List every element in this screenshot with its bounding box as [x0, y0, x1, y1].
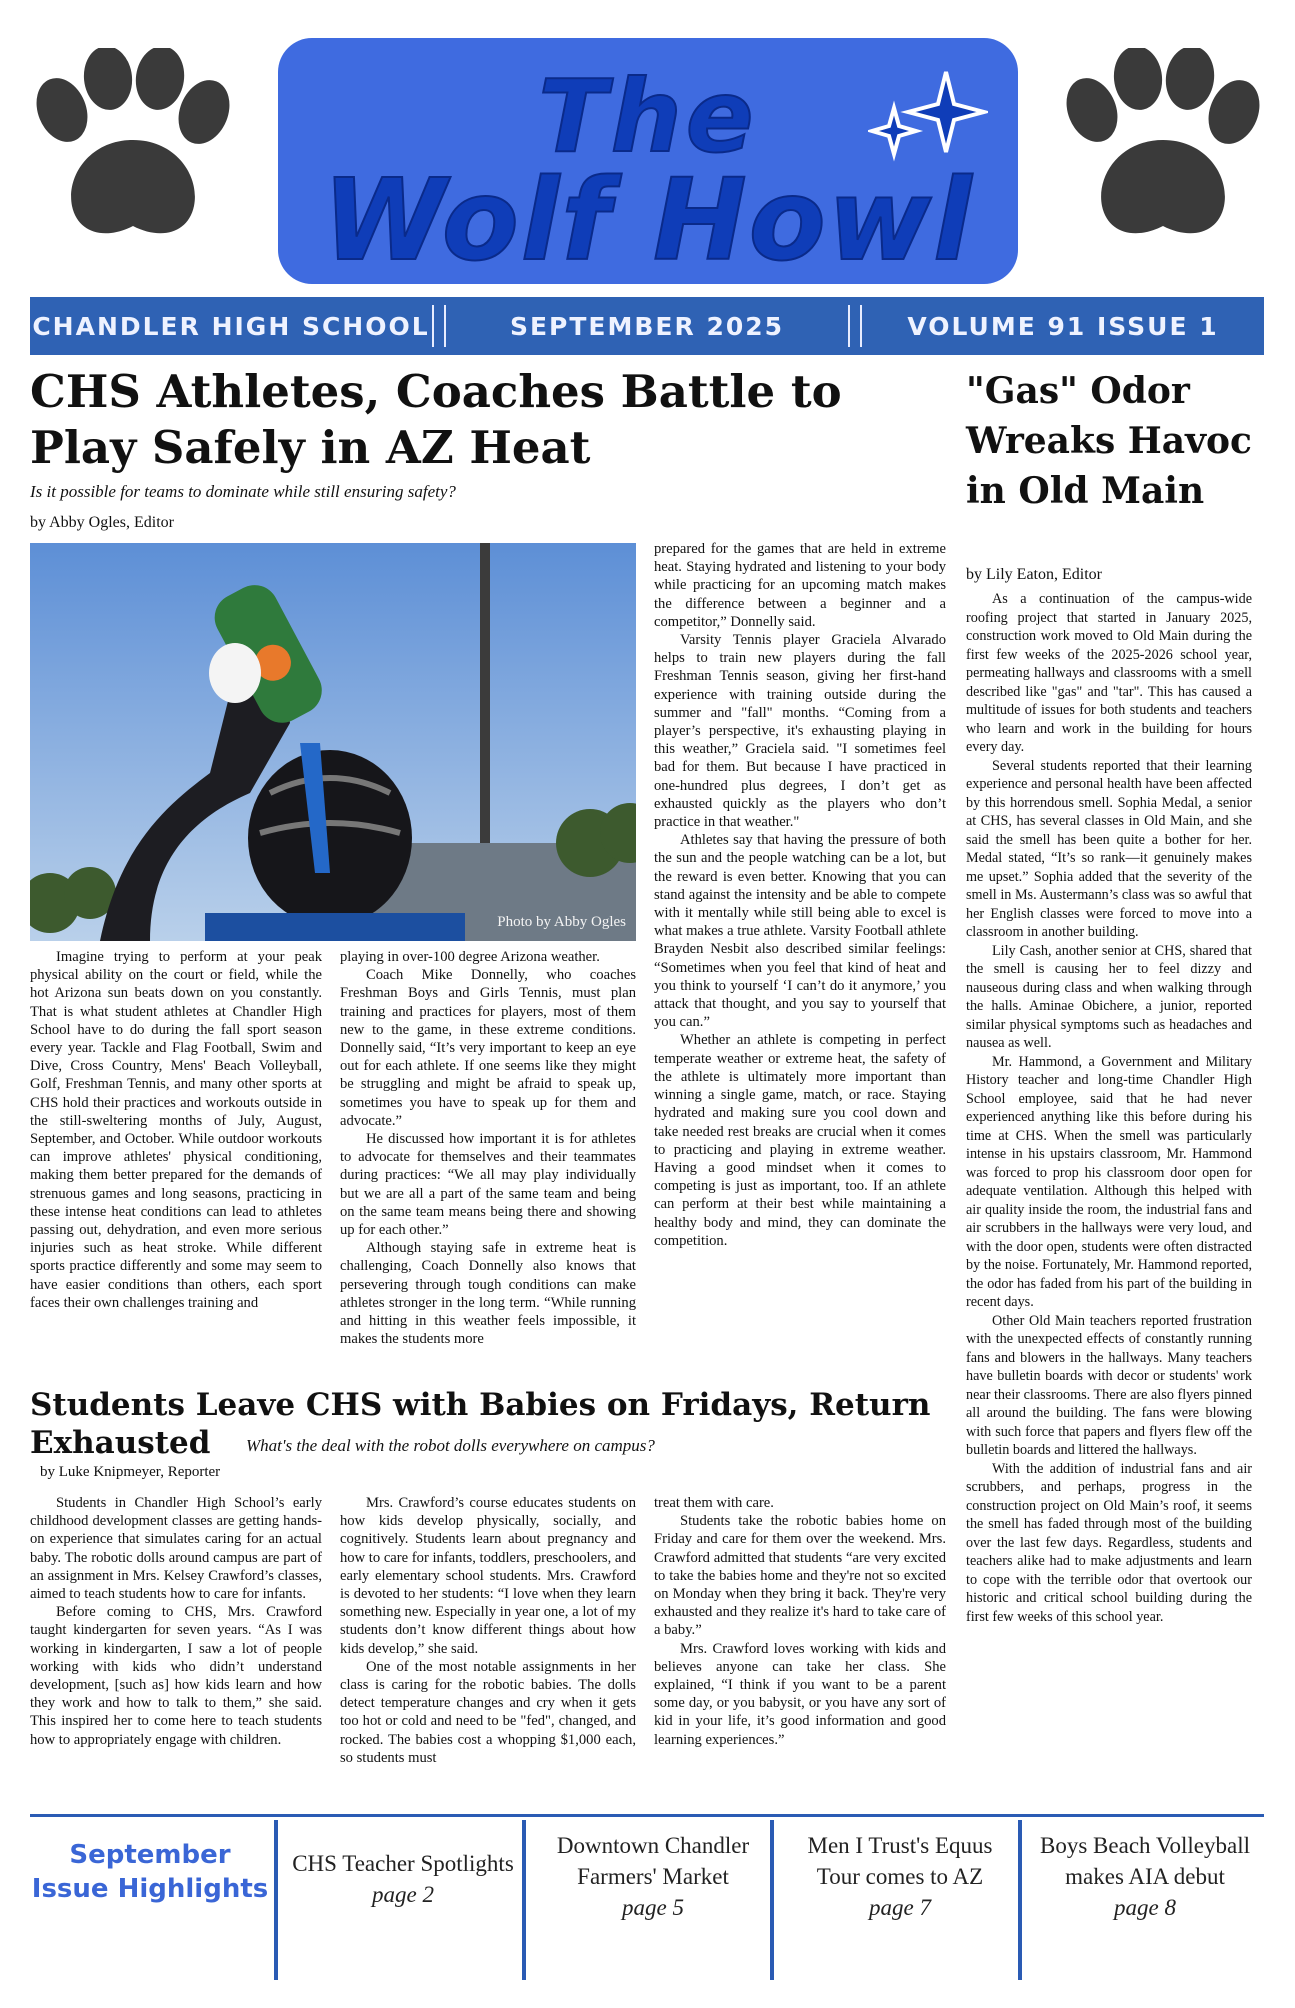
- story2-headline: "Gas" Odor Wreaks Havoc in Old Main: [966, 370, 1252, 512]
- paragraph: Imagine trying to perform at your peak physical ability on the court or field, while the hot Arizona sun beats down on you constantly. That is what student athletes at Chandler High School have to do during the fall sport season every year. Tackle and Flag Football, Swim and Dive, Cross Country, Mens' Beach Volleyball, Golf, Freshman Tennis, and many other sports at CHS hold their practices and workouts outside in the still-sweltering months of July, August, September, and October. While outdoor workouts can improve athletes' physical conditioning, making them better prepared for the demands of strenuous games and long seasons, practicing in these intense heat conditions can lead to athletes passing out, dehydration, and even more serious injuries such as heat stroke. While different sports practice differently and some may seem to have easier conditions than others, each sport faces their own challenges training and: [30, 949, 322, 1311]
- paragraph: treat them with care.: [654, 1495, 774, 1511]
- story1-column-3: [654, 540, 946, 1250]
- highlight-item[interactable]: [1040, 1830, 1250, 1990]
- story1-headline: CHS Athletes, Coaches Battle to Play Safely in AZ Heat: [30, 365, 842, 474]
- paragraph: Before coming to CHS, Mrs. Crawford taught kindergarten for seven years. “As I was working in kindergarten, I saw a lot of people working with kids who didn’t understand development, [such as] how kids learn and how they work and how to talk to them,” she said. This inspired her to come here to teach students how to appropriately engage with children.: [30, 1604, 322, 1748]
- paragraph: Several students reported that their learning experience and personal health have been affected by this horrendous smell. Sophia Medal, a senior at CHS, has several classes in Old Main, and she said the smell has been quite a bother for her. Medal stated, “It’s so rank—it genuinely makes me upset.” Sophia added that the severity of the smell in Ms. Austermann’s class was so awful that her English classes were forced to move into a classroom in another building.: [966, 757, 1252, 940]
- paragraph: Students take the robotic babies home on Friday and care for them over the weekend. Mrs. Crawford admitted that students “are very excited to take the babies home and they're not so excited on Monday when they bring it back. They're very exhausted and they realize it's hard to take care of a baby.”: [654, 1513, 946, 1639]
- paragraph: One of the most notable assignments in her class is caring for the robotic babies. The dolls detect temperature changes and cry when it gets too hot or cold and need to be "fed", changed, and rocked. The babies cost a whopping $1,000 each, so students must: [340, 1658, 636, 1766]
- paragraph: Students in Chandler High School’s early childhood development classes are getting hands-on experience that simulates caring for an actual baby. The robotic dolls around campus are part of an assignment in Mrs. Kelsey Crawford’s classes, aimed to teach students how to care for infants.: [30, 1495, 322, 1603]
- paragraph: He discussed how important it is for athletes to advocate for themselves and their teammates during practices: “We all may play individually but we are all a part of the same team and being on the same team means being there and showing up for each other.”: [340, 1131, 636, 1239]
- banner-divider: [848, 305, 862, 347]
- paragraph: playing in over-100 degree Arizona weather.: [340, 949, 600, 965]
- story3-byline: by Luke Knipmeyer, Reporter: [40, 1464, 221, 1480]
- story2-column: [966, 590, 1252, 1626]
- highlight-title: Downtown Chandler Farmers' Market: [556, 1833, 750, 1889]
- highlight-item[interactable]: [540, 1830, 766, 1990]
- highlight-title: CHS Teacher Spotlights: [292, 1851, 514, 1876]
- masthead-logo: [278, 38, 1018, 284]
- highlights-divider: [770, 1820, 774, 1980]
- paragraph: Varsity Tennis player Graciela Alvarado helps to train new players during the fall Freshman Tennis season, giving her first-hand experience with training outside during the summer and "fall" months. “Coming from a player’s perspective, it's exhausting playing in this weather,” Graciela said. "I sometimes feel bad for them. But because I have practiced in one-hundred plus degrees, I don’t get as exhausted quickly as the players who don’t practice in that weather.": [654, 632, 946, 831]
- highlight-title: Men I Trust's Equus Tour comes to AZ: [807, 1833, 993, 1889]
- highlights-divider: [522, 1820, 526, 1980]
- highlight-title: Boys Beach Volleyball makes AIA debut: [1040, 1833, 1250, 1889]
- story3-headline-line2: Exhausted: [30, 1425, 211, 1461]
- story1-byline: by Abby Ogles, Editor: [30, 514, 174, 531]
- banner-volume: VOLUME 91 ISSUE 1: [907, 311, 1219, 341]
- paw-print-left-icon: [28, 48, 238, 248]
- story1-photo: [30, 543, 636, 941]
- highlights-divider: [274, 1820, 278, 1980]
- sparkle-icon: [868, 68, 988, 168]
- paragraph: Lily Cash, another senior at CHS, shared that the smell is causing her to feel dizzy and nauseous during class and when walking through the halls. Aminae Obichere, a junior, reported similar physical symptoms such as headaches and nausea as well.: [966, 942, 1252, 1051]
- story1-column-1: [30, 948, 322, 1312]
- highlights-top-rule: [30, 1814, 1264, 1817]
- paw-print-right-icon: [1058, 48, 1268, 248]
- highlights-title: September Issue Highlights: [31, 1840, 269, 1904]
- paragraph: Whether an athlete is competing in perfect temperate weather or extreme heat, the safety of the athlete is ultimately more important than winning a single game, match, or race. Staying hydrated and making sure you cool down and take needed rest breaks are crucial when it comes to practicing and playing in extreme weather. Having a good mindset when it comes to competing is just as important, too. If an athlete can perform at their best while maintaining a healthy body and mind, they can dominate the competition.: [654, 1032, 946, 1249]
- photo-credit: Photo by Abby Ogles: [497, 914, 626, 930]
- paragraph: Although staying safe in extreme heat is challenging, Coach Donnelly also knows that persevering through tough conditions can make athletes stronger in the long term. “While running and hitting in this weather feels impossible, it makes the students more: [340, 1240, 636, 1348]
- banner-school: CHANDLER HIGH SCHOOL: [32, 311, 430, 341]
- story1-deck: Is it possible for teams to dominate while still ensuring safety?: [30, 482, 456, 501]
- story3-column-1: [30, 1494, 322, 1749]
- paragraph: Mrs. Crawford’s course educates students on how kids develop physically, socially, and cognitively. Students learn about pregnancy and how to care for infants, toddlers, preschoolers, and early elementary school students. Mrs. Crawford is devoted to her students: “I love when they learn something new. Especially in year one, a lot of my students don’t know different things about how kids develop,” she said.: [340, 1495, 636, 1657]
- paragraph: prepared for the games that are held in extreme heat. Staying hydrated and listening to your body while practicing for an upcoming match makes the difference between a beginner and a competitor,” Donnelly said.: [654, 541, 946, 630]
- highlight-page: page 7: [869, 1895, 931, 1920]
- story3-deck: What's the deal with the robot dolls everywhere on campus?: [246, 1436, 655, 1455]
- paragraph: As a continuation of the campus-wide roofing project that started in January 2025, construction work moved to Old Main during the first few weeks of the 2025-2026 school year, permeating hallways and classrooms with a smell described like "gas" and "tar". This has caused a multitude of issues for both students and teachers who learn and work in the building for hours every day.: [966, 591, 1252, 755]
- highlight-page: page 8: [1114, 1895, 1176, 1920]
- paragraph: Coach Mike Donnelly, who coaches Freshman Boys and Girls Tennis, must plan training and practices for players, most of them new to the game, in these extreme conditions. Donnelly said, “It’s very important to keep an eye out for each athlete. If one seems like they might be struggling and might be afraid to speak up, sometimes you have to speak up for them and advocate.”: [340, 967, 636, 1129]
- athlete-photo-illustration: [30, 543, 636, 941]
- highlights-divider: [1018, 1820, 1022, 1980]
- highlight-item[interactable]: [290, 1848, 516, 2008]
- banner-divider: [432, 305, 446, 347]
- paragraph: Athletes say that having the pressure of both the sun and the people watching can be a lot, but the reward is even better. Knowing that you can stand against the intensity and be able to compete with it mentally while still being able to excel is what makes a true athlete. Varsity Football athlete Brayden Nesbit also described similar feelings: “Sometimes when you feel that kind of heat and you think to yourself ‘I can’t do it anymore,’ you attack that thought, and you say to yourself that you can.”: [654, 832, 946, 1031]
- story3-column-3: [654, 1494, 946, 1749]
- story3-column-2: [340, 1494, 636, 1767]
- story1-column-2: [340, 948, 636, 1348]
- paragraph: Mr. Hammond, a Government and Military History teacher and long-time Chandler High School employee, said that he had never experienced anything like this before during his time at CHS. When the smell was particularly intense in his upstairs classroom, Mr. Hammond was forced to prop his classroom door open for adequate ventilation. Although this helped with air quality inside the room, the industrial fans and air scrubbers in the hallways were very loud, and with the door open, students were often distracted by the noise. Fortunately, Mr. Hammond reported, the odor has faded from his part of the building in recent days.: [966, 1053, 1252, 1310]
- paragraph: Other Old Main teachers reported frustration with the unexpected effects of constantly running fans and blowers in the hallways. Many teachers have bulletin boards with decor or students' work near their classrooms. There are also flyers pinned all around the building. The fans were blowing with such force that papers and flyers flew off the bulletin boards and littered the hallways.: [966, 1312, 1252, 1458]
- story2-byline: by Lily Eaton, Editor: [966, 566, 1102, 583]
- banner-date: SEPTEMBER 2025: [509, 311, 785, 341]
- masthead-title-line2: Wolf Howl: [322, 156, 974, 286]
- story3-headline-line1: Students Leave CHS with Babies on Fridays, Return: [30, 1387, 931, 1423]
- paragraph: Mrs. Crawford loves working with kids and believes anyone can take her class. She explained, “I think if you want to be a parent some day, or you babysit, or you have any sort of kid in your life, it’s good information and good learning experiences.”: [654, 1640, 946, 1748]
- highlight-page: page 5: [622, 1895, 684, 1920]
- paragraph: With the addition of industrial fans and air scrubbers, and perhaps, progress in the construction project on Old Main’s roof, it seems the smell has faded through most of the building over the last few days. Regardless, students and teachers alike had to make adjustments and learn to cope with the terrible odor that overtook our historic and critical school building during the first few weeks of this school year.: [966, 1460, 1252, 1625]
- highlight-item[interactable]: [800, 1830, 1000, 1990]
- highlights-bar: [30, 1820, 1264, 1990]
- highlight-page: page 2: [372, 1882, 434, 1907]
- masthead-title-line1: The: [538, 58, 758, 175]
- masthead-banner: [30, 297, 1264, 355]
